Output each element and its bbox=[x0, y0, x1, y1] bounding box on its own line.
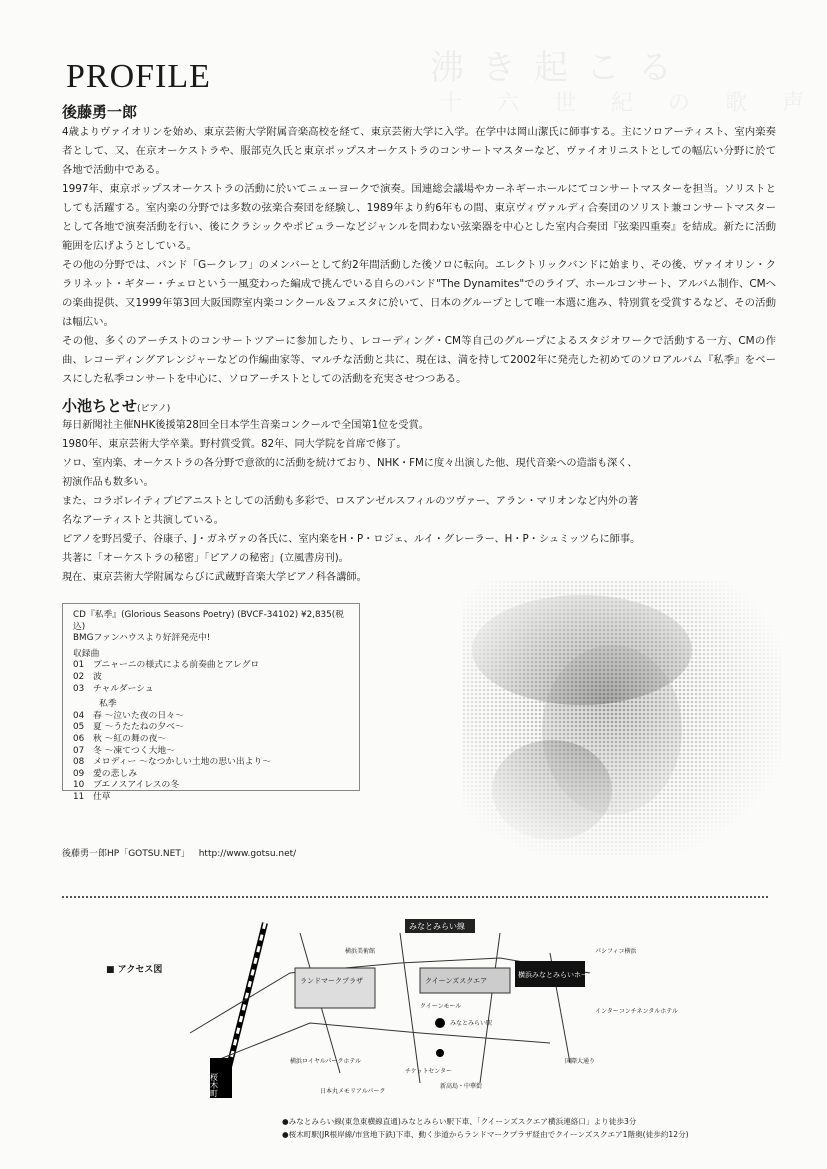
homepage-line bbox=[62, 846, 296, 859]
cd-tracklist-2 bbox=[73, 711, 349, 804]
cd-track: 01 プニャーニの様式による前奏曲とアレグロ bbox=[73, 660, 260, 671]
cd-track: 11 仕草 bbox=[73, 791, 111, 802]
artist1-bio-p1: 4歳よりヴァイオリンを始め、東京芸術大学附属音楽高校を経て、東京芸術大学に入学。在学中は岡山潔氏に師事する。主にソロアーティスト、室内楽奏者として、又、在京オーケストラや、服部克久氏と東京ポップスオーケストラのコンサートマスターなど、ヴァイオリニストとしての幅広い分野に於て各地で活動中である。 bbox=[62, 126, 776, 176]
map-kokusai-label: 国際大通り bbox=[565, 1058, 596, 1065]
artist1-bio-p4: その他、多くのアーチストのコンサートツアーに参加したり、レコーディング・CM等自己のグループによるスタジオワークで活動する一方、CMの作曲、レコーディングアレンジャーなどの作編曲家等、マルチな活動と共に、現在は、満を持して2002年に発売した初めてのソロアルバム『私季』をベースにした私季コンサートを中心に、ソロアーチストとしての活動を充実させつつある。 bbox=[62, 335, 776, 385]
artist1-name: 後藤勇一郎 bbox=[62, 103, 138, 121]
artist2-role: (ピアノ) bbox=[137, 404, 171, 414]
map-station-mm-label: みなとみらい駅 bbox=[450, 1020, 493, 1027]
page-title: PROFILE bbox=[66, 58, 211, 95]
map-nippon-maru-label: 日本丸メモリアルパーク bbox=[320, 1088, 386, 1095]
cd-track: 10 ブエノスアイレスの冬 bbox=[73, 780, 180, 791]
access-map bbox=[170, 913, 690, 1103]
artist2-bio bbox=[62, 416, 642, 587]
map-venue-label: 横浜みなとみらいホール bbox=[518, 971, 595, 979]
map-landmark-label: ランドマークプラザ bbox=[300, 977, 363, 985]
artist2-bio-p1: 毎日新聞社主催NHK後援第28回全日本学生音楽コンクールで全国第1位を受賞。 bbox=[62, 420, 429, 431]
artist2-bio-p4: また、コラボレイティブピアニストとしての活動も多彩で、ロスアンゼルスフィルのツヴァー、アラン・マリオンなど内外の著名なアーティストと共演している。 bbox=[62, 496, 639, 526]
map-museum-label: 横浜美術館 bbox=[345, 948, 376, 955]
artist2-bio-p5: ピアノを野呂愛子、谷康子、J・ガネヴァの各氏に、室内楽をH・P・ロジェ、ルイ・グレーラー、H・P・シュミッツらに師事。共著に「オーケストラの秘密」「ピアノの秘密」(立風書房刊)。 bbox=[62, 534, 641, 564]
access-note: ●桜木町駅(JR根岸線/市営地下鉄)下車、動く歩道からランドマークプラザ経由でクイーンズスクエア1階奥(徒歩約12分) bbox=[282, 1130, 689, 1139]
map-queens-label: クイーンズスクエア bbox=[425, 977, 488, 985]
cd-track: 03 チャルダーシュ bbox=[73, 683, 154, 694]
cd-track: 08 メロディー ～なつかしい土地の思い出より～ bbox=[73, 757, 272, 768]
cd-track: 04 春 ～泣いた夜の日々～ bbox=[73, 710, 184, 721]
artist2-heading bbox=[62, 395, 170, 416]
background-title-ghost: 沸き起こる bbox=[430, 48, 690, 88]
artist2-name: 小池ちとせ bbox=[62, 397, 138, 415]
cd-track: 05 夏 ～うたたねの夕べ～ bbox=[73, 722, 184, 733]
artist2-bio-p6: 現在、東京芸術大学附属ならびに武蔵野音楽大学ピアノ科各講師。 bbox=[62, 572, 367, 583]
artist-photo bbox=[462, 580, 782, 855]
cd-info-box bbox=[62, 603, 360, 802]
map-pacifico-label: パシフィコ横浜 bbox=[595, 948, 637, 955]
artist1-bio-p2: 1997年、東京ポップスオーケストラの活動に於いてニューヨークで演奏。国連総会議場やカーネギーホールにてコンサートマスターを担当。ソリストとしても活躍する。室内楽の分野では多数の弦楽合奏団を経験し、1989年より約6年もの間、東京ヴィヴァルディ合奏団のソリスト兼コンサートマスターとして各地で演奏活動を行い、後にクラシックやポピュラーなどジャンルを問わない弦楽器を中心とした室内合奏団『弦楽四重奏』を結成。新たに活動範囲を広げようとしている。 bbox=[62, 183, 776, 252]
cd-track: 07 冬 ～凍てつく大地～ bbox=[73, 745, 175, 756]
artist1-bio bbox=[62, 123, 776, 389]
cd-track: 09 愛の悲しみ bbox=[73, 768, 137, 779]
artist2-bio-p2: 1980年、東京芸術大学卒業。野村賞受賞。82年、同大学院を首席で修了。 bbox=[62, 439, 407, 450]
cd-suite-label: 私季 bbox=[99, 699, 117, 710]
map-sakuragicho-label: 桜木町 bbox=[209, 1073, 219, 1097]
section-divider bbox=[62, 896, 768, 898]
map-shin-label: 新高島・中華街 bbox=[440, 1083, 483, 1090]
cd-tracklist-1 bbox=[73, 660, 349, 695]
ticket-marker bbox=[436, 1049, 444, 1057]
map-sakuragicho-badge bbox=[210, 1058, 233, 1098]
access-notes bbox=[282, 1115, 689, 1141]
cd-track: 06 秋 ～紅の舞の夜～ bbox=[73, 733, 167, 744]
cd-header-block bbox=[73, 610, 349, 645]
map-ticket-label: チケットセンター bbox=[405, 1068, 453, 1075]
roads bbox=[190, 933, 590, 1083]
landmark-block bbox=[295, 968, 375, 1008]
access-note: ●みなとみらい線(東急東横線直通)みなとみらい駅下車、「クイーンズスクエア横浜連絡口」より徒歩3分 bbox=[282, 1117, 637, 1126]
cd-section-label: 収録曲 bbox=[73, 648, 100, 659]
station-marker bbox=[435, 1018, 445, 1028]
map-royal-park-label: 横浜ロイヤルパークホテル bbox=[290, 1058, 362, 1065]
artist2-bio-p3: ソロ、室内楽、オーケストラの各分野で意欲的に活動を続けており、NHK・FMに度々出演した他、現代音楽への造詣も深く、初演作品も数多い。 bbox=[62, 458, 638, 488]
cd-title: CD『私季』(Glorious Seasons Poetry) (BVCF-34102) ¥2,835(税込) bbox=[73, 610, 344, 632]
cd-track: 02 波 bbox=[73, 671, 102, 682]
artist1-bio-p3: その他の分野では、バンド「Gークレフ」のメンバーとして約2年間活動した後ソロに転向。エレクトリックバンドに始まり、その後、ヴァイオリン・クラリネット・ギター・チェロという一風変わった編成で挑んでいる自らのバンド"The Dynamites"でのライブ、ホールコンサート、アルバム制作、CMへの楽曲提供、又1999年第3回大阪国際室内楽コンクール＆フェスタに於いて、日本のグループとして唯一本選に進み、特別賞を受賞するなど、その活動は幅広い。 bbox=[62, 259, 776, 328]
map-intercontinental-label: インターコンチネンタルホテル bbox=[595, 1008, 678, 1015]
access-title: ■ アクセス図 bbox=[106, 965, 163, 975]
map-queens-mall-label: クイーンモール bbox=[420, 1003, 462, 1010]
cd-release: BMGファンハウスより好評発売中! bbox=[73, 633, 211, 644]
map-line-label: みなとみらい線 bbox=[409, 922, 465, 931]
homepage-label: 後藤勇一郎HP「GOTSU.NET」 bbox=[62, 849, 190, 859]
background-subtitle-ghost: 十 六 世 紀 の 歌 声 bbox=[440, 91, 818, 116]
homepage-link[interactable]: http://www.gotsu.net/ bbox=[198, 849, 297, 859]
